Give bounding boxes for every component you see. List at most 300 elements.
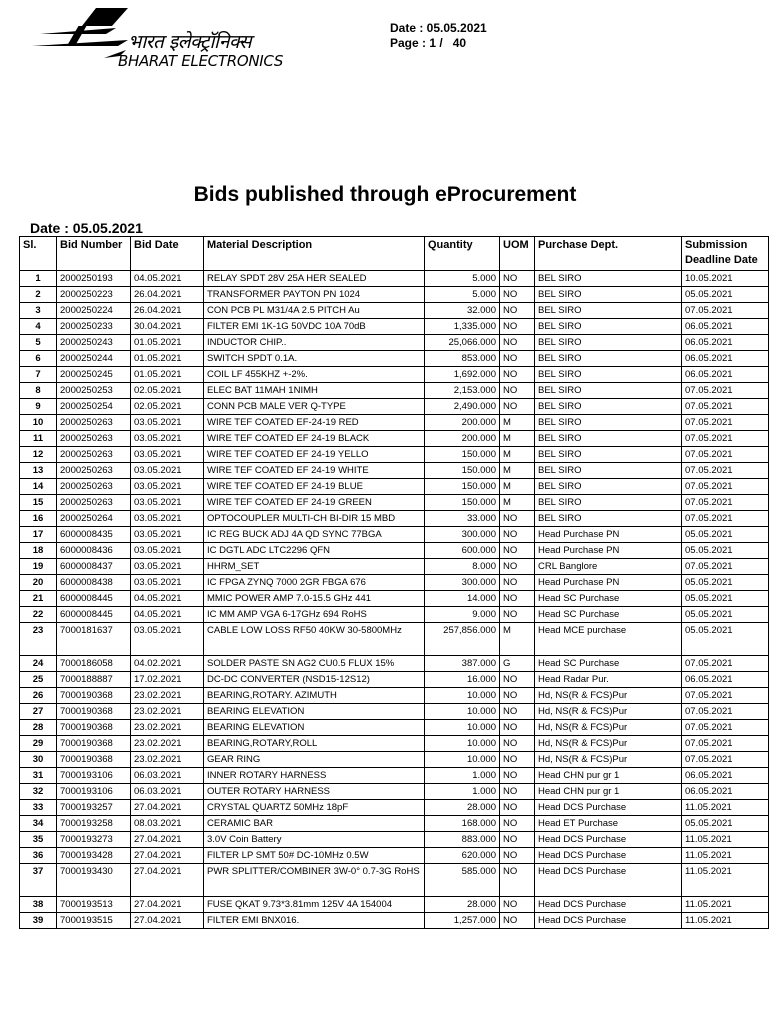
table-row [20, 351, 769, 367]
quantity-cell: 33.000 [425, 511, 500, 527]
table-row [20, 816, 769, 832]
uom-cell: NO [500, 559, 535, 575]
purchase-dept-cell: Hd, NS(R & FCS)Pur [535, 752, 682, 768]
uom-cell: NO [500, 287, 535, 303]
purchase-dept-cell: Head DCS Purchase [535, 864, 682, 897]
purchase-dept-cell: Head SC Purchase [535, 656, 682, 672]
sl-cell: 11 [20, 431, 57, 447]
col-header-bid-date: Bid Date [131, 237, 204, 271]
deadline-cell: 07.05.2021 [682, 463, 769, 479]
uom-cell: NO [500, 736, 535, 752]
material-description-cell: PWR SPLITTER/COMBINER 3W-0° 0.7-3G RoHS [204, 864, 425, 897]
purchase-dept-cell: Head ET Purchase [535, 816, 682, 832]
deadline-cell: 06.05.2021 [682, 768, 769, 784]
purchase-dept-cell: Head Radar Pur. [535, 672, 682, 688]
quantity-cell: 28.000 [425, 800, 500, 816]
sl-cell: 33 [20, 800, 57, 816]
col-header-purchase-dept: Purchase Dept. [535, 237, 682, 271]
bid-date-cell: 02.05.2021 [131, 399, 204, 415]
bid-date-cell: 04.05.2021 [131, 607, 204, 623]
quantity-cell: 620.000 [425, 848, 500, 864]
material-description-cell: WIRE TEF COATED EF-24-19 RED [204, 415, 425, 431]
material-description-cell: INDUCTOR CHIP.. [204, 335, 425, 351]
uom-cell: NO [500, 672, 535, 688]
bid-date-cell: 03.05.2021 [131, 447, 204, 463]
bid-date-cell: 01.05.2021 [131, 367, 204, 383]
uom-cell: NO [500, 303, 535, 319]
purchase-dept-cell: Hd, NS(R & FCS)Pur [535, 736, 682, 752]
deadline-cell: 06.05.2021 [682, 335, 769, 351]
table-row [20, 463, 769, 479]
material-description-cell: SOLDER PASTE SN AG2 CU0.5 FLUX 15% [204, 656, 425, 672]
bid-date-cell: 27.04.2021 [131, 913, 204, 929]
material-description-cell: BEARING ELEVATION [204, 704, 425, 720]
deadline-cell: 05.05.2021 [682, 607, 769, 623]
purchase-dept-cell: BEL SIRO [535, 415, 682, 431]
bid-number-cell: 7000193258 [57, 816, 131, 832]
table-row [20, 784, 769, 800]
sl-cell: 25 [20, 672, 57, 688]
bid-number-cell: 2000250263 [57, 495, 131, 511]
purchase-dept-cell: Hd, NS(R & FCS)Pur [535, 688, 682, 704]
uom-cell: NO [500, 720, 535, 736]
quantity-cell: 10.000 [425, 736, 500, 752]
purchase-dept-cell: BEL SIRO [535, 447, 682, 463]
deadline-cell: 07.05.2021 [682, 415, 769, 431]
uom-cell: NO [500, 768, 535, 784]
uom-cell: M [500, 463, 535, 479]
deadline-cell: 06.05.2021 [682, 351, 769, 367]
material-description-cell: BEARING ELEVATION [204, 720, 425, 736]
bid-number-cell: 2000250264 [57, 511, 131, 527]
quantity-cell: 25,066.000 [425, 335, 500, 351]
deadline-cell: 06.05.2021 [682, 367, 769, 383]
material-description-cell: BEARING,ROTARY. AZIMUTH [204, 688, 425, 704]
purchase-dept-cell: Head CHN pur gr 1 [535, 784, 682, 800]
bid-date-cell: 27.04.2021 [131, 848, 204, 864]
sl-cell: 28 [20, 720, 57, 736]
material-description-cell: FUSE QKAT 9.73*3.81mm 125V 4A 154004 [204, 897, 425, 913]
uom-cell: M [500, 495, 535, 511]
bid-number-cell: 2000250243 [57, 335, 131, 351]
sl-cell: 13 [20, 463, 57, 479]
table-row [20, 303, 769, 319]
bid-number-cell: 7000193273 [57, 832, 131, 848]
purchase-dept-cell: Head SC Purchase [535, 591, 682, 607]
quantity-cell: 150.000 [425, 479, 500, 495]
material-description-cell: WIRE TEF COATED EF 24-19 BLACK [204, 431, 425, 447]
material-description-cell: IC FPGA ZYNQ 7000 2GR FBGA 676 [204, 575, 425, 591]
bid-date-cell: 03.05.2021 [131, 543, 204, 559]
bid-number-cell: 2000250253 [57, 383, 131, 399]
table-row [20, 848, 769, 864]
table-row [20, 768, 769, 784]
logo-hindi-text: भारत इलेक्ट्रॉनिक्स [128, 31, 252, 53]
uom-cell: NO [500, 704, 535, 720]
material-description-cell: CONN PCB MALE VER Q-TYPE [204, 399, 425, 415]
bids-table [19, 236, 769, 929]
material-description-cell: FILTER EMI BNX016. [204, 913, 425, 929]
purchase-dept-cell: BEL SIRO [535, 271, 682, 287]
sl-cell: 18 [20, 543, 57, 559]
table-row [20, 864, 769, 897]
bid-number-cell: 2000250263 [57, 463, 131, 479]
sl-cell: 2 [20, 287, 57, 303]
bid-number-cell: 2000250244 [57, 351, 131, 367]
material-description-cell: CABLE LOW LOSS RF50 40KW 30-5800MHz [204, 623, 425, 656]
purchase-dept-cell: BEL SIRO [535, 431, 682, 447]
quantity-cell: 257,856.000 [425, 623, 500, 656]
bid-number-cell: 7000190368 [57, 736, 131, 752]
deadline-cell: 07.05.2021 [682, 704, 769, 720]
purchase-dept-cell: BEL SIRO [535, 495, 682, 511]
purchase-dept-cell: BEL SIRO [535, 399, 682, 415]
bid-number-cell: 7000193106 [57, 768, 131, 784]
uom-cell: NO [500, 688, 535, 704]
bid-date-cell: 03.05.2021 [131, 479, 204, 495]
purchase-dept-cell: BEL SIRO [535, 367, 682, 383]
bel-logo [30, 6, 350, 72]
quantity-cell: 32.000 [425, 303, 500, 319]
bid-number-cell: 2000250263 [57, 447, 131, 463]
bid-number-cell: 2000250245 [57, 367, 131, 383]
purchase-dept-cell: Head MCE purchase [535, 623, 682, 656]
purchase-dept-cell: CRL Banglore [535, 559, 682, 575]
quantity-cell: 1.000 [425, 768, 500, 784]
bid-date-cell: 23.02.2021 [131, 736, 204, 752]
bid-date-cell: 30.04.2021 [131, 319, 204, 335]
sl-cell: 22 [20, 607, 57, 623]
quantity-cell: 1,257.000 [425, 913, 500, 929]
deadline-cell: 11.05.2021 [682, 913, 769, 929]
sl-cell: 37 [20, 864, 57, 897]
purchase-dept-cell: BEL SIRO [535, 287, 682, 303]
sl-cell: 19 [20, 559, 57, 575]
table-row [20, 431, 769, 447]
header-date: Date : 05.05.2021 [390, 21, 487, 35]
bid-date-cell: 06.03.2021 [131, 784, 204, 800]
deadline-cell: 07.05.2021 [682, 688, 769, 704]
quantity-cell: 387.000 [425, 656, 500, 672]
uom-cell: M [500, 623, 535, 656]
bid-date-cell: 17.02.2021 [131, 672, 204, 688]
quantity-cell: 150.000 [425, 463, 500, 479]
uom-cell: NO [500, 784, 535, 800]
uom-cell: NO [500, 832, 535, 848]
sl-cell: 23 [20, 623, 57, 656]
bid-date-cell: 26.04.2021 [131, 287, 204, 303]
bid-date-cell: 23.02.2021 [131, 688, 204, 704]
sl-cell: 29 [20, 736, 57, 752]
quantity-cell: 2,153.000 [425, 383, 500, 399]
material-description-cell: CRYSTAL QUARTZ 50MHz 18pF [204, 800, 425, 816]
deadline-cell: 07.05.2021 [682, 511, 769, 527]
deadline-cell: 11.05.2021 [682, 848, 769, 864]
uom-cell: NO [500, 864, 535, 897]
bid-number-cell: 2000250193 [57, 271, 131, 287]
uom-cell: NO [500, 897, 535, 913]
bid-date-cell: 27.04.2021 [131, 864, 204, 897]
bid-number-cell: 2000250254 [57, 399, 131, 415]
table-row [20, 367, 769, 383]
table-row [20, 559, 769, 575]
sl-cell: 15 [20, 495, 57, 511]
sl-cell: 5 [20, 335, 57, 351]
uom-cell: NO [500, 591, 535, 607]
table-row [20, 720, 769, 736]
bid-date-cell: 01.05.2021 [131, 351, 204, 367]
col-header-submission-deadline: Submission Deadline Date [682, 237, 769, 271]
bid-date-cell: 08.03.2021 [131, 816, 204, 832]
sl-cell: 21 [20, 591, 57, 607]
deadline-cell: 07.05.2021 [682, 720, 769, 736]
bid-date-cell: 03.05.2021 [131, 575, 204, 591]
sl-cell: 39 [20, 913, 57, 929]
bid-number-cell: 7000190368 [57, 704, 131, 720]
bid-date-cell: 04.02.2021 [131, 656, 204, 672]
uom-cell: M [500, 447, 535, 463]
sl-cell: 9 [20, 399, 57, 415]
purchase-dept-cell: Head DCS Purchase [535, 913, 682, 929]
table-row [20, 800, 769, 816]
deadline-cell: 05.05.2021 [682, 527, 769, 543]
bid-number-cell: 6000008438 [57, 575, 131, 591]
bid-date-cell: 03.05.2021 [131, 415, 204, 431]
deadline-cell: 11.05.2021 [682, 800, 769, 816]
purchase-dept-cell: Head DCS Purchase [535, 832, 682, 848]
uom-cell: NO [500, 607, 535, 623]
material-description-cell: CERAMIC BAR [204, 816, 425, 832]
quantity-cell: 1,335.000 [425, 319, 500, 335]
purchase-dept-cell: Head DCS Purchase [535, 800, 682, 816]
purchase-dept-cell: Head CHN pur gr 1 [535, 768, 682, 784]
uom-cell: M [500, 415, 535, 431]
bid-number-cell: 7000186058 [57, 656, 131, 672]
bid-date-cell: 23.02.2021 [131, 720, 204, 736]
material-description-cell: WIRE TEF COATED EF 24-19 BLUE [204, 479, 425, 495]
sl-cell: 14 [20, 479, 57, 495]
bid-date-cell: 04.05.2021 [131, 591, 204, 607]
material-description-cell: OPTOCOUPLER MULTI-CH BI-DIR 15 MBD [204, 511, 425, 527]
deadline-cell: 10.05.2021 [682, 271, 769, 287]
sl-cell: 12 [20, 447, 57, 463]
uom-cell: NO [500, 335, 535, 351]
deadline-cell: 07.05.2021 [682, 736, 769, 752]
deadline-cell: 05.05.2021 [682, 591, 769, 607]
bid-date-cell: 03.05.2021 [131, 511, 204, 527]
uom-cell: NO [500, 527, 535, 543]
sl-cell: 27 [20, 704, 57, 720]
deadline-cell: 11.05.2021 [682, 864, 769, 897]
bid-date-cell: 03.05.2021 [131, 559, 204, 575]
material-description-cell: MMIC POWER AMP 7.0-15.5 GHz 441 [204, 591, 425, 607]
uom-cell: NO [500, 351, 535, 367]
deadline-cell: 07.05.2021 [682, 752, 769, 768]
uom-cell: M [500, 479, 535, 495]
uom-cell: NO [500, 848, 535, 864]
uom-cell: NO [500, 511, 535, 527]
bid-number-cell: 7000190368 [57, 720, 131, 736]
sl-cell: 6 [20, 351, 57, 367]
col-header-material-description: Material Description [204, 237, 425, 271]
table-row [20, 656, 769, 672]
quantity-cell: 5.000 [425, 287, 500, 303]
table-header-row [20, 237, 769, 271]
purchase-dept-cell: Hd, NS(R & FCS)Pur [535, 720, 682, 736]
purchase-dept-cell: BEL SIRO [535, 511, 682, 527]
material-description-cell: 3.0V Coin Battery [204, 832, 425, 848]
deadline-cell: 07.05.2021 [682, 431, 769, 447]
purchase-dept-cell: BEL SIRO [535, 351, 682, 367]
quantity-cell: 200.000 [425, 415, 500, 431]
purchase-dept-cell: BEL SIRO [535, 319, 682, 335]
sl-cell: 10 [20, 415, 57, 431]
material-description-cell: TRANSFORMER PAYTON PN 1024 [204, 287, 425, 303]
uom-cell: NO [500, 367, 535, 383]
bid-number-cell: 7000193257 [57, 800, 131, 816]
deadline-cell: 06.05.2021 [682, 784, 769, 800]
table-row [20, 399, 769, 415]
table-row [20, 479, 769, 495]
quantity-cell: 853.000 [425, 351, 500, 367]
bid-date-cell: 03.05.2021 [131, 463, 204, 479]
quantity-cell: 2,490.000 [425, 399, 500, 415]
material-description-cell: OUTER ROTARY HARNESS [204, 784, 425, 800]
quantity-cell: 883.000 [425, 832, 500, 848]
table-row [20, 287, 769, 303]
uom-cell: M [500, 431, 535, 447]
uom-cell: NO [500, 800, 535, 816]
purchase-dept-cell: Head Purchase PN [535, 543, 682, 559]
table-row [20, 383, 769, 399]
header-meta [390, 21, 487, 51]
bid-date-cell: 03.05.2021 [131, 527, 204, 543]
bid-number-cell: 7000193515 [57, 913, 131, 929]
table-row [20, 897, 769, 913]
quantity-cell: 10.000 [425, 704, 500, 720]
quantity-cell: 1.000 [425, 784, 500, 800]
table-row [20, 575, 769, 591]
bid-number-cell: 6000008445 [57, 607, 131, 623]
material-description-cell: RELAY SPDT 28V 25A HER SEALED [204, 271, 425, 287]
deadline-cell: 11.05.2021 [682, 897, 769, 913]
bid-date-cell: 26.04.2021 [131, 303, 204, 319]
bid-date-cell: 04.05.2021 [131, 271, 204, 287]
uom-cell: NO [500, 543, 535, 559]
table-row [20, 752, 769, 768]
bid-number-cell: 7000193430 [57, 864, 131, 897]
table-row [20, 607, 769, 623]
quantity-cell: 10.000 [425, 752, 500, 768]
quantity-cell: 10.000 [425, 720, 500, 736]
purchase-dept-cell: BEL SIRO [535, 303, 682, 319]
quantity-cell: 14.000 [425, 591, 500, 607]
deadline-cell: 07.05.2021 [682, 495, 769, 511]
bid-date-cell: 23.02.2021 [131, 752, 204, 768]
report-date: Date : 05.05.2021 [30, 220, 143, 236]
quantity-cell: 5.000 [425, 271, 500, 287]
sl-cell: 17 [20, 527, 57, 543]
table-row [20, 447, 769, 463]
sl-cell: 32 [20, 784, 57, 800]
bid-number-cell: 2000250224 [57, 303, 131, 319]
bid-date-cell: 27.04.2021 [131, 897, 204, 913]
material-description-cell: ELEC BAT 11MAH 1NIMH [204, 383, 425, 399]
quantity-cell: 28.000 [425, 897, 500, 913]
table-row [20, 543, 769, 559]
uom-cell: NO [500, 271, 535, 287]
sl-cell: 16 [20, 511, 57, 527]
uom-cell: NO [500, 752, 535, 768]
bid-number-cell: 7000193513 [57, 897, 131, 913]
uom-cell: G [500, 656, 535, 672]
bid-number-cell: 2000250223 [57, 287, 131, 303]
sl-cell: 35 [20, 832, 57, 848]
bid-date-cell: 03.05.2021 [131, 431, 204, 447]
quantity-cell: 1,692.000 [425, 367, 500, 383]
purchase-dept-cell: BEL SIRO [535, 479, 682, 495]
purchase-dept-cell: BEL SIRO [535, 335, 682, 351]
table-row [20, 591, 769, 607]
quantity-cell: 16.000 [425, 672, 500, 688]
purchase-dept-cell: BEL SIRO [535, 463, 682, 479]
quantity-cell: 8.000 [425, 559, 500, 575]
deadline-cell: 05.05.2021 [682, 543, 769, 559]
deadline-cell: 05.05.2021 [682, 575, 769, 591]
bid-number-cell: 2000250263 [57, 431, 131, 447]
uom-cell: NO [500, 319, 535, 335]
material-description-cell: DC-DC CONVERTER (NSD15-12S12) [204, 672, 425, 688]
quantity-cell: 585.000 [425, 864, 500, 897]
table-row [20, 527, 769, 543]
col-header-sl: Sl. [20, 237, 57, 271]
material-description-cell: IC MM AMP VGA 6-17GHz 694 RoHS [204, 607, 425, 623]
quantity-cell: 150.000 [425, 495, 500, 511]
table-row [20, 688, 769, 704]
quantity-cell: 200.000 [425, 431, 500, 447]
deadline-cell: 06.05.2021 [682, 672, 769, 688]
sl-cell: 20 [20, 575, 57, 591]
quantity-cell: 168.000 [425, 816, 500, 832]
table-row [20, 495, 769, 511]
table-row [20, 913, 769, 929]
uom-cell: NO [500, 399, 535, 415]
deadline-cell: 05.05.2021 [682, 623, 769, 656]
table-row [20, 832, 769, 848]
sl-cell: 7 [20, 367, 57, 383]
bid-number-cell: 7000193106 [57, 784, 131, 800]
quantity-cell: 300.000 [425, 527, 500, 543]
bid-date-cell: 06.03.2021 [131, 768, 204, 784]
material-description-cell: CON PCB PL M31/4A 2.5 PITCH Au [204, 303, 425, 319]
sl-cell: 24 [20, 656, 57, 672]
bid-number-cell: 2000250233 [57, 319, 131, 335]
table-row [20, 623, 769, 656]
bid-number-cell: 7000190368 [57, 752, 131, 768]
deadline-cell: 11.05.2021 [682, 832, 769, 848]
bid-number-cell: 7000190368 [57, 688, 131, 704]
material-description-cell: COIL LF 455KHZ +-2%. [204, 367, 425, 383]
logo-english-text: BHARAT ELECTRONICS [118, 52, 284, 70]
table-row [20, 271, 769, 287]
purchase-dept-cell: Hd, NS(R & FCS)Pur [535, 704, 682, 720]
quantity-cell: 300.000 [425, 575, 500, 591]
purchase-dept-cell: Head DCS Purchase [535, 897, 682, 913]
bid-number-cell: 7000181637 [57, 623, 131, 656]
bid-date-cell: 03.05.2021 [131, 495, 204, 511]
bid-number-cell: 6000008445 [57, 591, 131, 607]
bid-number-cell: 6000008435 [57, 527, 131, 543]
